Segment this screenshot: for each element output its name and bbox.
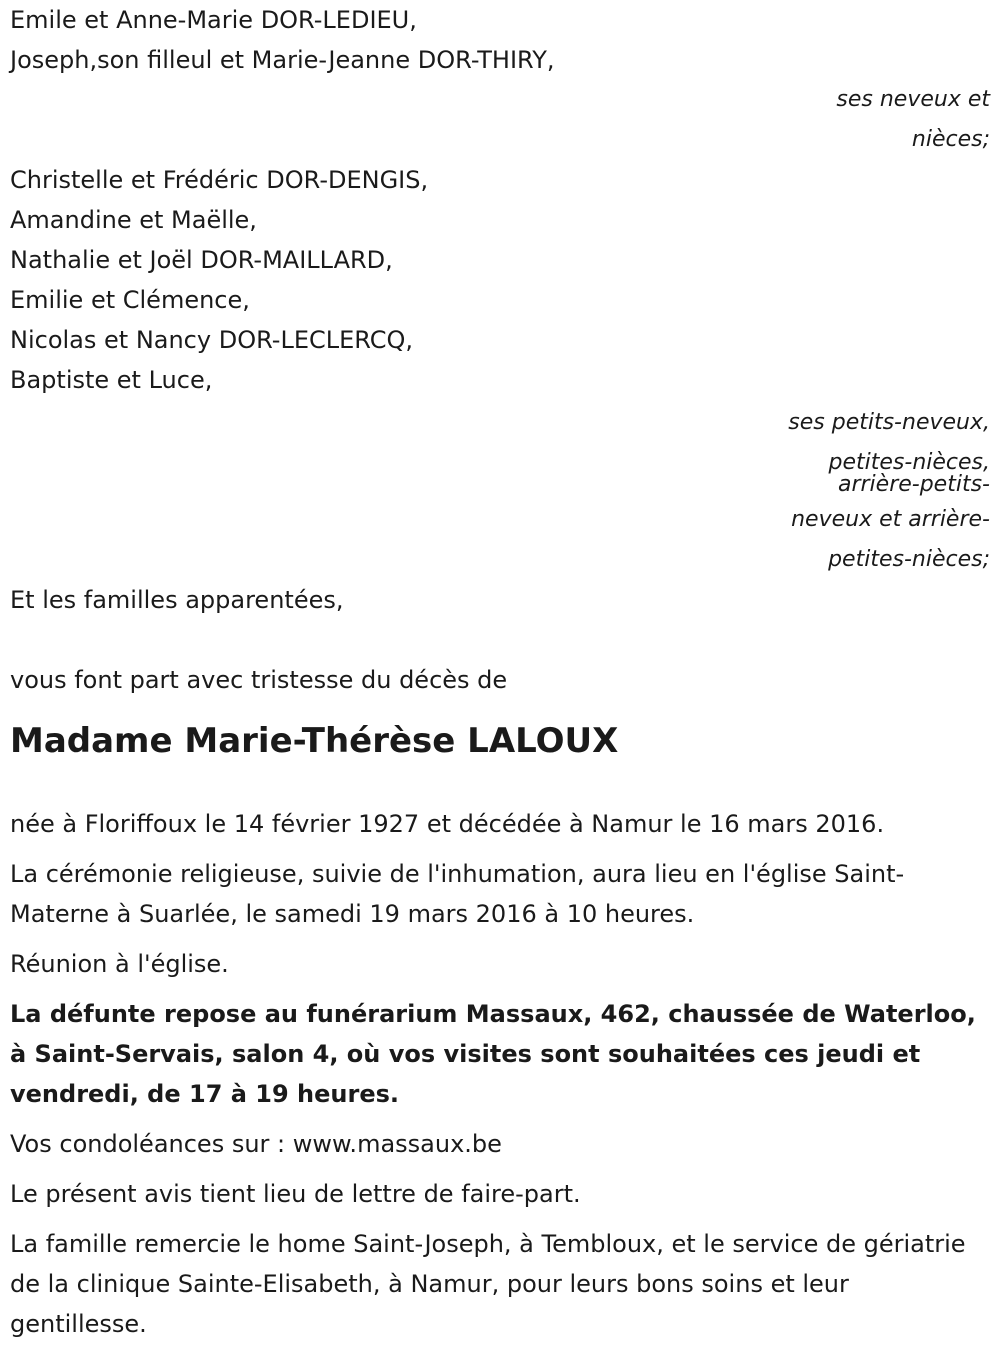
relation-label-2	[10, 400, 990, 580]
condolences-text: Vos condoléances sur : www.massaux.be	[10, 1130, 502, 1158]
relation-line: nièces;	[911, 127, 990, 152]
relative-line: Nathalie et Joël DOR-MAILLARD,	[10, 246, 393, 274]
relation-line: ses petits-neveux,	[788, 410, 990, 435]
announcement-text: vous font part avec tristesse du décès de	[10, 666, 508, 694]
relative-line: Baptiste et Luce,	[10, 366, 213, 394]
deceased-name: Madame Marie-Thérèse LALOUX	[10, 721, 619, 761]
obituary-notice	[10, 0, 990, 1344]
relative-line: Joseph,son filleul et Marie-Jeanne DOR-THIRY,	[10, 46, 555, 74]
relative-line: Nicolas et Nancy DOR-LECLERCQ,	[10, 326, 414, 354]
relation-line: arrière-petits-	[837, 472, 990, 497]
relative-line: Emilie et Clémence,	[10, 286, 250, 314]
thanks-text: La famille remercie le home Saint-Joseph, à Tembloux, et le service de gériatrie de la clinique Sainte-Elisabeth, à Namur, pour leurs bons soins et leur gentillesse.	[10, 1230, 966, 1338]
relation-line: neveux et arrière-	[791, 507, 990, 532]
relation-line: ses neveux et	[836, 87, 990, 112]
meeting-text: Réunion à l'église.	[10, 950, 229, 978]
relation-label-1	[10, 80, 990, 160]
funerarium-text: La défunte repose au funérarium Massaux, 462, chaussée de Waterloo, à Saint-Servais, salon 4, où vos visites sont souhaitées ces jeudi et vendredi, de 17 à 19 heures.	[10, 1000, 976, 1108]
relatives-group-2	[10, 160, 990, 400]
related-families: Et les familles apparentées,	[10, 586, 344, 614]
relative-line: Emile et Anne-Marie DOR-LEDIEU,	[10, 6, 417, 34]
relatives-group-1	[10, 0, 990, 80]
ceremony-text: La cérémonie religieuse, suivie de l'inhumation, aura lieu en l'église Saint-Materne à Suarlée, le samedi 19 mars 2016 à 10 heures.	[10, 860, 905, 928]
relative-line: Christelle et Frédéric DOR-DENGIS,	[10, 166, 429, 194]
birth-death-text: née à Floriffoux le 14 février 1927 et décédée à Namur le 16 mars 2016.	[10, 810, 885, 838]
relation-line: petites-nièces,	[828, 450, 990, 475]
relation-line: petites-nièces;	[828, 547, 990, 572]
relative-line: Amandine et Maëlle,	[10, 206, 257, 234]
notice-text: Le présent avis tient lieu de lettre de faire-part.	[10, 1180, 581, 1208]
